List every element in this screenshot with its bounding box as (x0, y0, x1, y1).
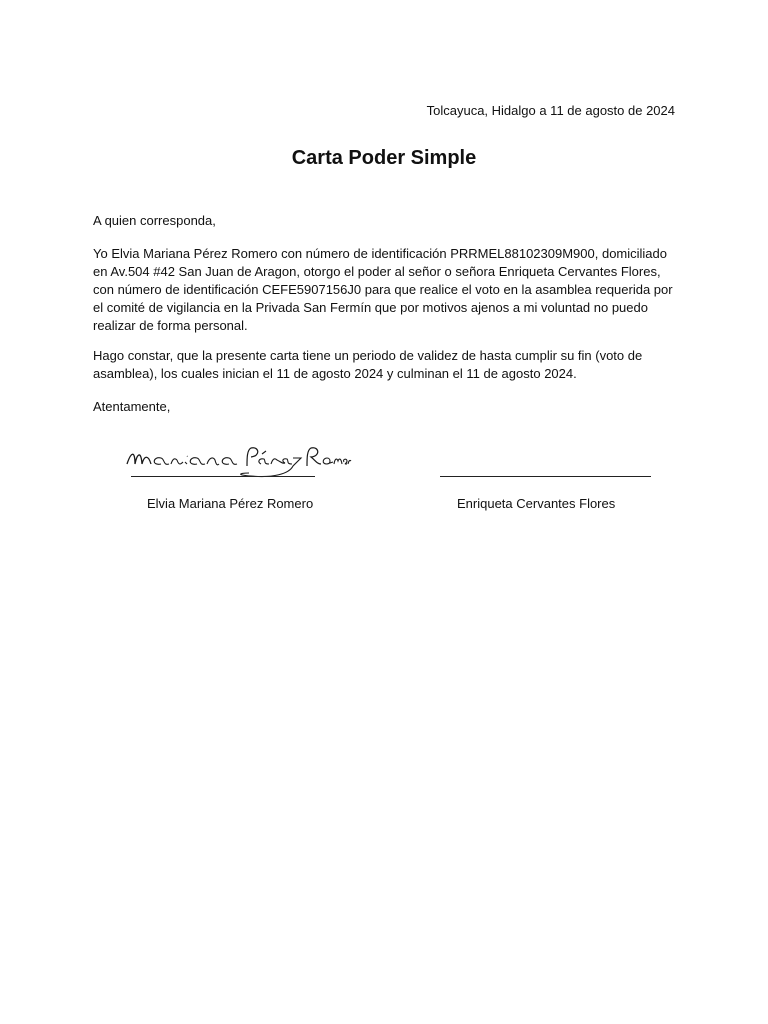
body-paragraph-2: Hago constar, que la presente carta tiene un periodo de validez de hasta cumplir su fin (voto de asamblea), los cuales inician el 11 de agosto 2024 y culminan el 11 de agosto 2024. (93, 348, 643, 381)
greeting: A quien corresponda, (93, 213, 216, 228)
proxy-name: Enriqueta Cervantes Flores (457, 496, 616, 511)
document-title: Carta Poder Simple (291, 147, 477, 169)
grantor-signature-block (101, 440, 361, 520)
proxy-signature-line (440, 476, 651, 477)
place-date: Tolcayuca, Hidalgo a 11 de agosto de 2024 (426, 103, 675, 118)
handwritten-signature (121, 440, 351, 480)
proxy-signature-block (405, 440, 665, 520)
body-paragraph-1: Yo Elvia Mariana Pérez Romero con número de identificación PRRMEL88102309M900, domiciliado en Av.504 #42 San Juan de Aragon, otorgo el poder al señor o señora Enriqueta Cervantes Flores, con número de identificación CEFE5907156J0 para que realice el voto en la asamblea requerida por el comité de vigilancia en la Privada San Fermín que por motivos ajenos a mi voluntad no puedo realizar de forma personal. (93, 246, 673, 333)
closing: Atentamente, (93, 399, 171, 414)
grantor-signature-line (131, 476, 315, 477)
grantor-name: Elvia Mariana Pérez Romero (147, 496, 314, 511)
